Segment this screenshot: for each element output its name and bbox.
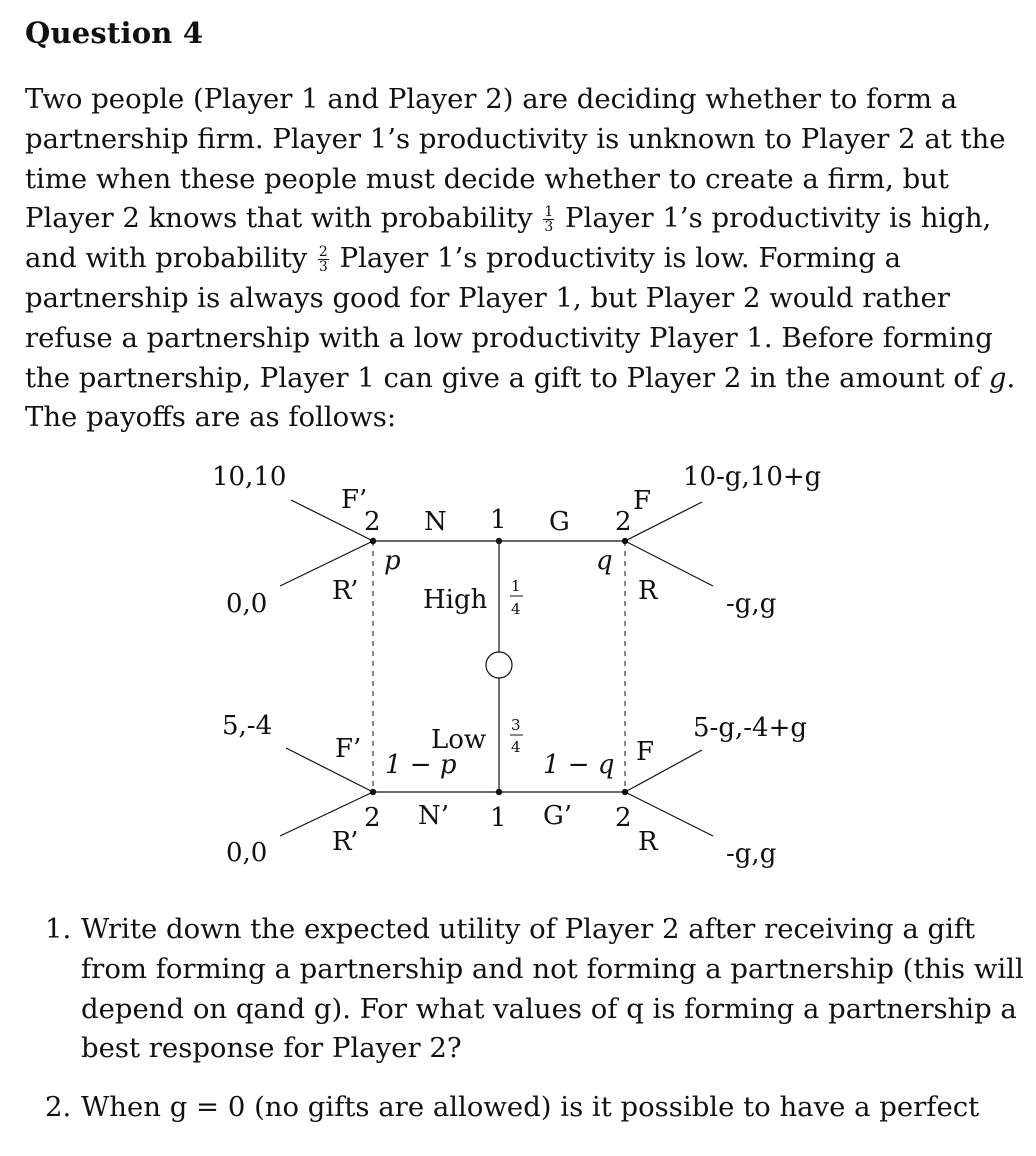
player-1-top: 1	[490, 505, 507, 535]
payoff-lr-bot: -g,g	[726, 839, 777, 869]
label-F-top: F	[633, 486, 652, 516]
question-line: depend on qand g). For what values of q is forming a partnership a	[81, 992, 1017, 1025]
label-G: G	[549, 507, 570, 537]
fraction-one-third: $\frac{1}{3}$	[544, 204, 554, 236]
question-2	[81, 1088, 1006, 1128]
payoff-ul: 10,10	[212, 462, 287, 492]
statement-text: Player 1’s productivity is low. Forming a	[339, 242, 901, 275]
question-1	[81, 910, 1024, 1069]
question-title: Question 4	[25, 16, 204, 50]
statement-text: Player 2 knows that with probability	[25, 202, 533, 235]
label-R-bot: R	[638, 827, 658, 857]
statement-text: and with probability	[25, 242, 308, 275]
low-prob-num: 3	[511, 716, 521, 734]
belief-q: q	[596, 546, 613, 576]
branch-R-prime-top	[280, 541, 373, 586]
node-2-bot-left	[370, 789, 376, 795]
statement-line	[25, 239, 1010, 279]
node-2-bot-right	[622, 789, 628, 795]
label-F-prime-top: F’	[341, 485, 368, 515]
player-2-top-right: 2	[615, 507, 632, 537]
label-G-prime: G’	[543, 801, 573, 831]
label-F-bot: F	[636, 737, 655, 767]
statement-text: Player 1’s productivity is high,	[565, 202, 992, 235]
statement-line	[25, 199, 1010, 239]
fraction-two-thirds: $\frac{2}{3}$	[318, 244, 328, 276]
high-prob-den: 4	[511, 600, 521, 618]
node-2-top-right	[622, 538, 628, 544]
belief-one-minus-q: 1 − q	[543, 750, 615, 780]
branch-R-prime-bot	[280, 792, 373, 836]
statement-line: partnership is always good for Player 1, but Player 2 would rather	[25, 281, 950, 314]
node-1-top	[496, 538, 502, 544]
game-tree	[0, 430, 1036, 890]
high-prob-num: 1	[511, 577, 521, 595]
label-R-prime-top: R’	[332, 576, 359, 606]
player-2-top-left: 2	[364, 507, 381, 537]
label-N: N	[424, 507, 447, 537]
problem-statement	[25, 80, 1016, 438]
payoff-lr-top: 5-g,-4+g	[693, 713, 807, 743]
payoff-ll-top: 5,-4	[222, 711, 273, 741]
belief-p: p	[384, 546, 401, 576]
label-low: Low	[431, 725, 487, 755]
nature-node	[486, 652, 512, 678]
label-F-prime-bot: F’	[335, 734, 362, 764]
node-2-top-left	[370, 538, 376, 544]
statement-line: Two people (Player 1 and Player 2) are deciding whether to form a	[25, 83, 958, 115]
label-R-prime-bot: R’	[332, 827, 359, 857]
question-line: Write down the expected utility of Player 2 after receiving a gift	[81, 913, 976, 945]
question-2-number: 2.	[45, 1091, 72, 1123]
player-1-bot: 1	[490, 803, 507, 833]
statement-line: the partnership, Player 1 can give a gift to Player 2 in the amount of g.	[25, 361, 1016, 394]
question-1-number: 1.	[45, 913, 72, 945]
player-2-bot-left: 2	[364, 803, 381, 833]
player-2-bot-right: 2	[615, 803, 632, 833]
label-R-top: R	[638, 576, 658, 606]
payoff-ml: 0,0	[226, 589, 268, 619]
payoff-ur: 10-g,10+g	[683, 462, 822, 492]
belief-one-minus-p: 1 − p	[385, 750, 457, 780]
payoff-ll-bot: 0,0	[226, 838, 268, 868]
gift-variable: g	[988, 361, 1007, 394]
low-prob-den: 4	[511, 738, 521, 756]
statement-line: time when these people must decide whether to create a firm, but	[25, 162, 949, 195]
question-line: from forming a partnership and not forming a partnership (this will	[81, 952, 1024, 985]
statement-line: refuse a partnership with a low productivity Player 1. Before forming	[25, 321, 993, 354]
question-line: When g = 0 (no gifts are allowed) is it possible to have a perfect	[81, 1091, 980, 1123]
label-high: High	[423, 585, 488, 615]
node-1-bot	[496, 789, 502, 795]
label-N-prime: N’	[418, 801, 450, 831]
payoff-mr: -g,g	[726, 589, 777, 619]
question-line: best response for Player 2?	[81, 1032, 462, 1065]
statement-line: partnership firm. Player 1’s productivity is unknown to Player 2 at the	[25, 122, 1006, 155]
statement-line: The payoffs are as follows:	[25, 401, 397, 434]
